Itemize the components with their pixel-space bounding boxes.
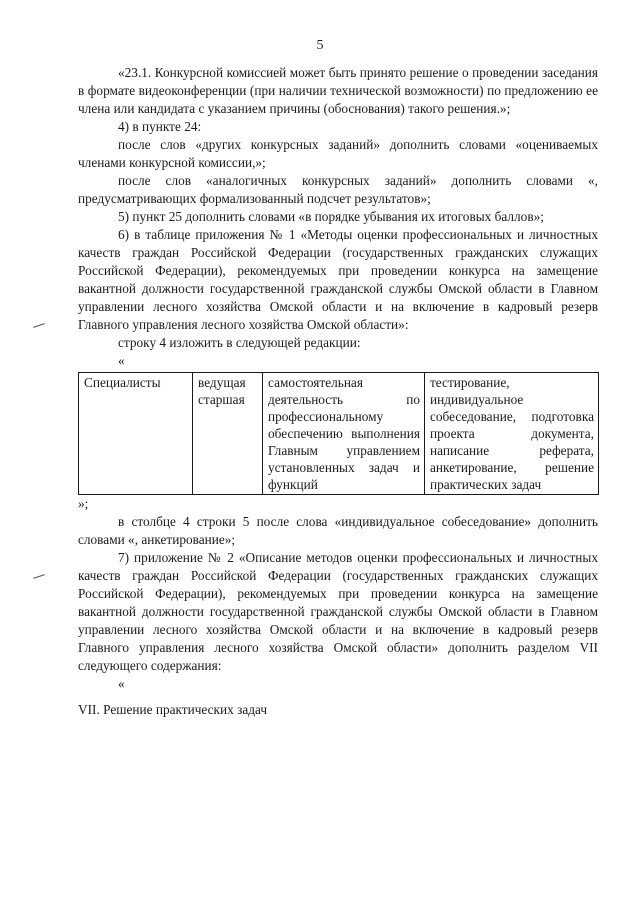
paragraph: строку 4 изложить в следующей редакции:: [118, 335, 361, 350]
paragraph: после слов «аналогичных конкурсных заданий» дополнить словами «, предусматривающих формализованный подсчет результатов»;: [78, 173, 598, 206]
paragraph: в столбце 4 строки 5 после слова «индивидуальное собеседование» дополнить словами «, анкетирование»;: [78, 514, 598, 547]
open-quote: «: [118, 676, 125, 691]
open-quote: «: [118, 353, 125, 368]
amendment-table: [78, 372, 599, 495]
table-row: [79, 373, 599, 495]
paragraph: 4) в пункте 24:: [118, 119, 202, 134]
paragraph: «23.1. Конкурсной комиссией может быть принято решение о проведении заседания в формате видеоконференции (при наличии технической возможности) по предложению ее члена или кандидата с указанием причины (обоснования) такого решения.»;: [78, 65, 598, 116]
paragraph: 6) в таблице приложения № 1 «Методы оценки профессиональных и личностных качеств граждан Российской Федерации (государственных гражданских служащих Российской Федерации), рекомендуемых при проведении конкурса на замещение вакантной должности государственной гражданской службы Омской области в Главном управлении лесного хозяйства Омской области и на включение в кадровый резерв Главного управления лесного хозяйства Омской области»:: [78, 227, 598, 332]
table-cell-activity: самостоятельная деятельность по профессиональному обеспечению выполнения Главным управлением установленных задач и функций: [263, 373, 425, 495]
section-title: VII. Решение практических задач: [78, 702, 268, 717]
table-cell-group: ведущая старшая: [193, 373, 263, 495]
paragraph: 7) приложение № 2 «Описание методов оценки профессиональных и личностных качеств граждан Российской Федерации (государственных гражданских служащих Российской Федерации), рекомендуемых при проведении конкурса на замещение вакантной должности государственной гражданской службы Омской области в Главном управлении лесного хозяйства Омской области и на включение в кадровый резерв Главного управления лесного хозяйства Омской области» дополнить разделом VII следующего содержания:: [78, 550, 598, 673]
table-cell-methods: тестирование, индивидуальное собеседование, подготовка проекта документа, написание реферата, анкетирование, решение практических задач: [425, 373, 599, 495]
margin-mark-bottom: [33, 574, 45, 579]
margin-mark-top: [33, 323, 45, 328]
page-number: 5: [316, 38, 324, 53]
paragraph: после слов «других конкурсных заданий» дополнить словами «оцениваемых членами конкурсной комиссии,»;: [78, 137, 598, 170]
table-cell-category: Специалисты: [79, 373, 193, 495]
paragraph: 5) пункт 25 дополнить словами «в порядке убывания их итоговых баллов»;: [118, 209, 544, 224]
close-quote: »;: [78, 496, 89, 511]
document-body: [78, 64, 598, 719]
